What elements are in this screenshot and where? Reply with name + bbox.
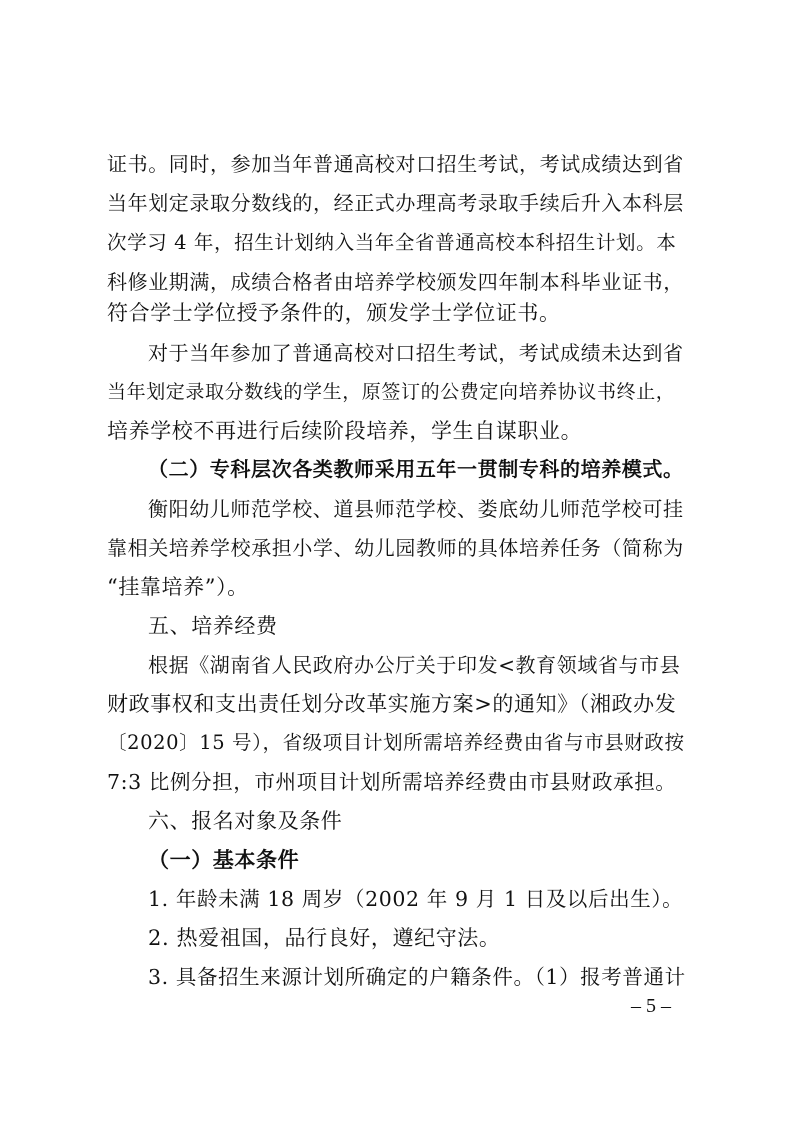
body-line: 对于当年参加了普通高校对口招生考试，考试成绩未达到省: [148, 341, 684, 365]
body-line: 科修业期满，成绩合格者由培养学校颁发四年制本科毕业证书，: [107, 270, 684, 294]
list-item: 3. 具备招生来源计划所确定的户籍条件。（1）报考普通计: [148, 965, 686, 989]
body-line: 符合学士学位授予条件的，颁发学士学位证书。: [107, 301, 561, 325]
list-item: 2. 热爱祖国，品行良好，遵纪守法。: [148, 926, 501, 950]
section-heading: 五、培养经费: [148, 614, 278, 638]
body-line: 财政事权和支出责任划分改革实施方案>的通知》（湘政办发: [107, 692, 677, 716]
body-line: 根据《湖南省人民政府办公厅关于印发<教育领域省与市县: [148, 653, 681, 677]
section-heading: （二）专科层次各类教师采用五年一贯制专科的培养模式。: [148, 457, 684, 481]
body-line: 衡阳幼儿师范学校、道县师范学校、娄底幼儿师范学校可挂: [148, 497, 684, 521]
body-line: 当年划定录取分数线的，经正式办理高考录取手续后升入本科层: [107, 191, 684, 215]
body-line: 当年划定录取分数线的学生，原签订的公费定向培养协议书终止，: [107, 381, 676, 403]
body-line: 证书。同时，参加当年普通高校对口招生考试，考试成绩达到省: [107, 152, 684, 176]
subsection-heading: （一）基本条件: [148, 847, 300, 872]
body-line: 〔2020〕15 号），省级项目计划所需培养经费由省与市县财政按: [107, 731, 685, 754]
body-line: 培养学校不再进行后续阶段培养，学生自谋职业。: [107, 419, 583, 443]
body-line: 次学习 4 年，招生计划纳入当年全省普通高校本科招生计划。本: [107, 231, 677, 254]
list-item: 1. 年龄未满 18 周岁（2002 年 9 月 1 日及以后出生）。: [148, 887, 684, 911]
page-number: – 5 –: [631, 995, 671, 1017]
body-line: “挂靠培养”）。: [107, 575, 249, 599]
body-line: 7:3 比例分担，市州项目计划所需培养经费由市县财政承担。: [107, 770, 677, 794]
section-heading: 六、报名对象及条件: [148, 809, 343, 833]
body-line: 靠相关培养学校承担小学、幼儿园教师的具体培养任务（简称为: [107, 536, 684, 560]
